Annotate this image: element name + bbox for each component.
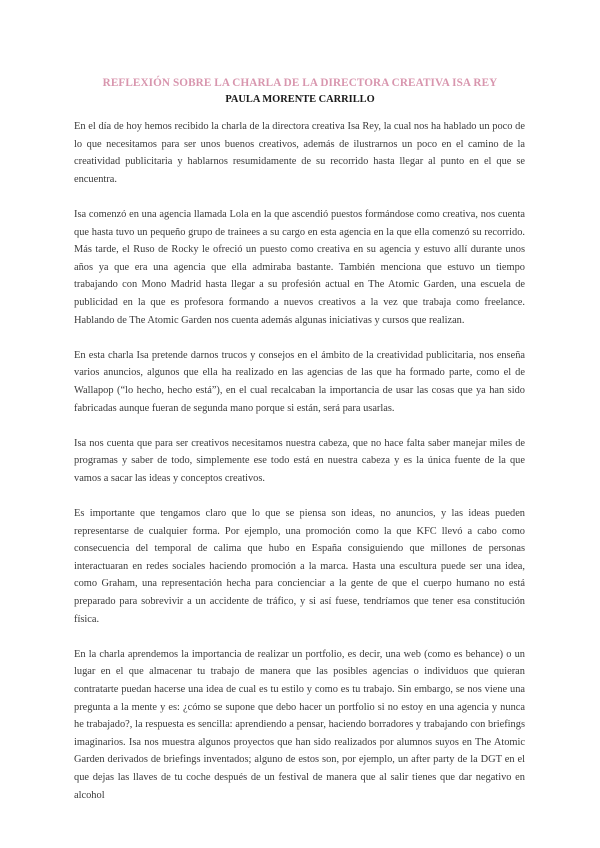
paragraph-ideas: Es importante que tengamos claro que lo que se piensa son ideas, no anuncios, y las ideas pueden representarse de cualquier forma. Por ejemplo, una promoción como la que KFC llevó a cabo como consecuencia del temporal de calima que hubo en España consiguiendo que millones de personas interactuaran en redes sociales haciendo promoción a la marca. Hasta una escultura puede ser una idea, como Graham, una representación hecha para concienciar a la gente de que el cuerpo humano no está preparado para sobrevivir a un accidente de tráfico, y si así fuese, tendríamos que tener esa constitución física. xyxy=(74,508,525,625)
paragraph-tips: En esta charla Isa pretende darnos trucos y consejos en el ámbito de la creatividad publicitaria, nos enseña varios anuncios, algunos que ella ha realizado en las agencias de las que ha formado parte, como el de Wallapop (“lo hecho, hecho está”), en el cual recalcaban la importancia de usar las cosas que ya han sido fabricadas aunque fueran de segunda mano porque si están, será para usarlas. xyxy=(74,349,525,414)
paragraph-intro: En el día de hoy hemos recibido la charla de la directora creativa Isa Rey, la cual nos ha hablado un poco de lo que necesitamos para ser unos buenos creativos, además de ilustrarnos un poco en el camino de la creatividad publicitaria y hablarnos resumidamente de su recorrido hasta llegar al punto en el que se encuentra. xyxy=(74,121,525,185)
paragraph-head: Isa nos cuenta que para ser creativos necesitamos nuestra cabeza, que no hace falta saber manejar miles de programas y saber de todo, simplemente ese todo está en nuestra cabeza y es la única fuente de la que vamos a sacar las ideas y conceptos creativos. xyxy=(74,437,525,484)
document-author: PAULA MORENTE CARRILLO xyxy=(225,94,375,105)
paragraph-career: Isa comenzó en una agencia llamada Lola en la que ascendió puestos formándose como creativa, nos cuenta que hasta tuvo un pequeño grupo de trainees a su cargo en esta agencia en la que ella comenzó su recorrido. Más tarde, el Ruso de Rocky le ofreció un puesto como creativa en su agencia y estuvo allí durante unos años ya que era una agencia que ella admiraba bastante. También menciona que estuvo un tiempo trabajando con Mono Madrid hasta llegar a su profesión actual en The Atomic Garden, una escuela de publicidad en la que es profesora formando a nuevos creativos a la vez que trabaja como freelance. Hablando de The Atomic Garden nos cuenta además algunas iniciativas y cursos que realizan. xyxy=(74,208,525,326)
document-body xyxy=(74,118,525,804)
paragraph-portfolio: En la charla aprendemos la importancia de realizar un portfolio, es decir, una web (como es behance) o un lugar en el que almacenar tu trabajo de manera que las posibles agencias o individuos que quieran contratarte puedan hacerse una idea de cual es tu estilo y como es tu trabajo. Sin embargo, se nos viene una pregunta a la mente y es: ¿cómo se supone que debo hacer un portfolio si no estoy en una agencia y nunca he trabajado?, la respuesta es sencilla: aprendiendo a pensar, haciendo borradores y trabajando con briefings imaginarios. Isa nos muestra algunos proyectos que han sido realizados por alumnos suyos en The Atomic Garden derivados de briefings inventados; alguno de estos son, por ejemplo, un after party de la DGT en el que dejas las llaves de tu coche después de un festival de manera que al salir tienes que dar negativo en alcohol xyxy=(74,648,525,801)
document-title: REFLEXIÓN SOBRE LA CHARLA DE LA DIRECTORA CREATIVA ISA REY xyxy=(102,77,498,89)
